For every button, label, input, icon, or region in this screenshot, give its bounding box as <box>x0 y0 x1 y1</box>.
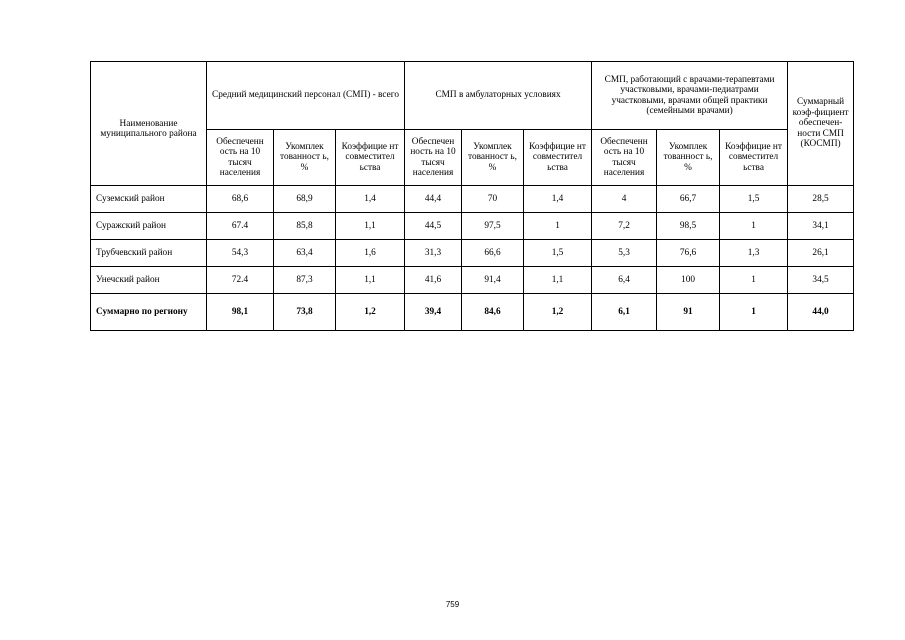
table-cell: 68,6 <box>207 186 274 213</box>
total-cell: 73,8 <box>274 294 336 331</box>
total-cell: 39,4 <box>405 294 462 331</box>
table-cell: 7,2 <box>592 213 657 240</box>
table-cell: 1 <box>720 213 788 240</box>
table-cell: 1 <box>524 213 592 240</box>
subheader-cell: Обеспеченн ость на 10 тысяч населения <box>592 130 657 186</box>
total-cell: 1 <box>720 294 788 331</box>
table-cell: 1,6 <box>336 240 405 267</box>
table-cell: 1,1 <box>336 267 405 294</box>
total-cell: 44,0 <box>788 294 854 331</box>
table-cell: 34,1 <box>788 213 854 240</box>
subheader-cell: Коэффицие нт совместител ьства <box>720 130 788 186</box>
total-cell: 1,2 <box>336 294 405 331</box>
table-cell: 68,9 <box>274 186 336 213</box>
subheader-cell: Укомплек тованност ь, % <box>657 130 720 186</box>
district-name: Унечский район <box>91 267 207 294</box>
total-cell: 98,1 <box>207 294 274 331</box>
table-cell: 1,1 <box>524 267 592 294</box>
total-cell: 6,1 <box>592 294 657 331</box>
table-cell: 97,5 <box>462 213 524 240</box>
header-kosmp: Суммарный коэф-фициент обеспечен-ности СМП (КОСМП) <box>788 62 854 186</box>
district-name: Суражский район <box>91 213 207 240</box>
table-cell: 44,5 <box>405 213 462 240</box>
table-row <box>91 213 854 240</box>
table-row <box>91 240 854 267</box>
table-cell: 85,8 <box>274 213 336 240</box>
table-cell: 54,3 <box>207 240 274 267</box>
table-cell: 1,4 <box>336 186 405 213</box>
total-cell: 91 <box>657 294 720 331</box>
table-cell: 4 <box>592 186 657 213</box>
header-group-smp-district-doctors: СМП, работающий с врачами-терапевтами участковыми, врачами-педиатрами участковыми, врачами общей практики (семейными врачами) <box>592 62 788 130</box>
table-cell: 1,1 <box>336 213 405 240</box>
table-cell: 72.4 <box>207 267 274 294</box>
header-group-smp-ambulatory: СМП в амбулаторных условиях <box>405 62 592 130</box>
table-row <box>91 186 854 213</box>
header-municipal-district: Наименование муниципального района <box>91 62 207 186</box>
table-cell: 66,6 <box>462 240 524 267</box>
table-cell: 6,4 <box>592 267 657 294</box>
subheader-cell: Укомплек тованност ь, % <box>462 130 524 186</box>
table-cell: 1,3 <box>720 240 788 267</box>
subheader-cell: Коэффицие нт совместител ьства <box>336 130 405 186</box>
table-cell: 100 <box>657 267 720 294</box>
subheader-cell: Обеспечен ность на 10 тысяч населения <box>405 130 462 186</box>
table-cell: 76,6 <box>657 240 720 267</box>
table-row <box>91 267 854 294</box>
table-cell: 5,3 <box>592 240 657 267</box>
table-cell: 44,4 <box>405 186 462 213</box>
table-cell: 87,3 <box>274 267 336 294</box>
table-cell: 67.4 <box>207 213 274 240</box>
district-name: Трубчевский район <box>91 240 207 267</box>
table-cell: 26,1 <box>788 240 854 267</box>
header-row-main <box>91 62 854 130</box>
table-row-total <box>91 294 854 331</box>
table-cell: 1,5 <box>524 240 592 267</box>
header-group-smp-total: Средний медицинский персонал (СМП) - всего <box>207 62 405 130</box>
table-cell: 1,4 <box>524 186 592 213</box>
subheader-cell: Обеспеченн ость на 10 тысяч населения <box>207 130 274 186</box>
table-cell: 34,5 <box>788 267 854 294</box>
table-cell: 66,7 <box>657 186 720 213</box>
table-cell: 41,6 <box>405 267 462 294</box>
statistics-table <box>90 61 854 331</box>
total-cell: 1,2 <box>524 294 592 331</box>
table-cell: 31,3 <box>405 240 462 267</box>
table-cell: 1 <box>720 267 788 294</box>
total-cell: 84,6 <box>462 294 524 331</box>
district-name: Суземский район <box>91 186 207 213</box>
subheader-cell: Коэффицие нт совместител ьства <box>524 130 592 186</box>
table-cell: 63,4 <box>274 240 336 267</box>
subheader-cell: Укомплек тованност ь, % <box>274 130 336 186</box>
table-cell: 28,5 <box>788 186 854 213</box>
page-number: 759 <box>445 600 460 609</box>
total-label: Суммарно по региону <box>91 294 207 331</box>
table-cell: 70 <box>462 186 524 213</box>
table-cell: 98,5 <box>657 213 720 240</box>
table-cell: 91,4 <box>462 267 524 294</box>
table-cell: 1,5 <box>720 186 788 213</box>
